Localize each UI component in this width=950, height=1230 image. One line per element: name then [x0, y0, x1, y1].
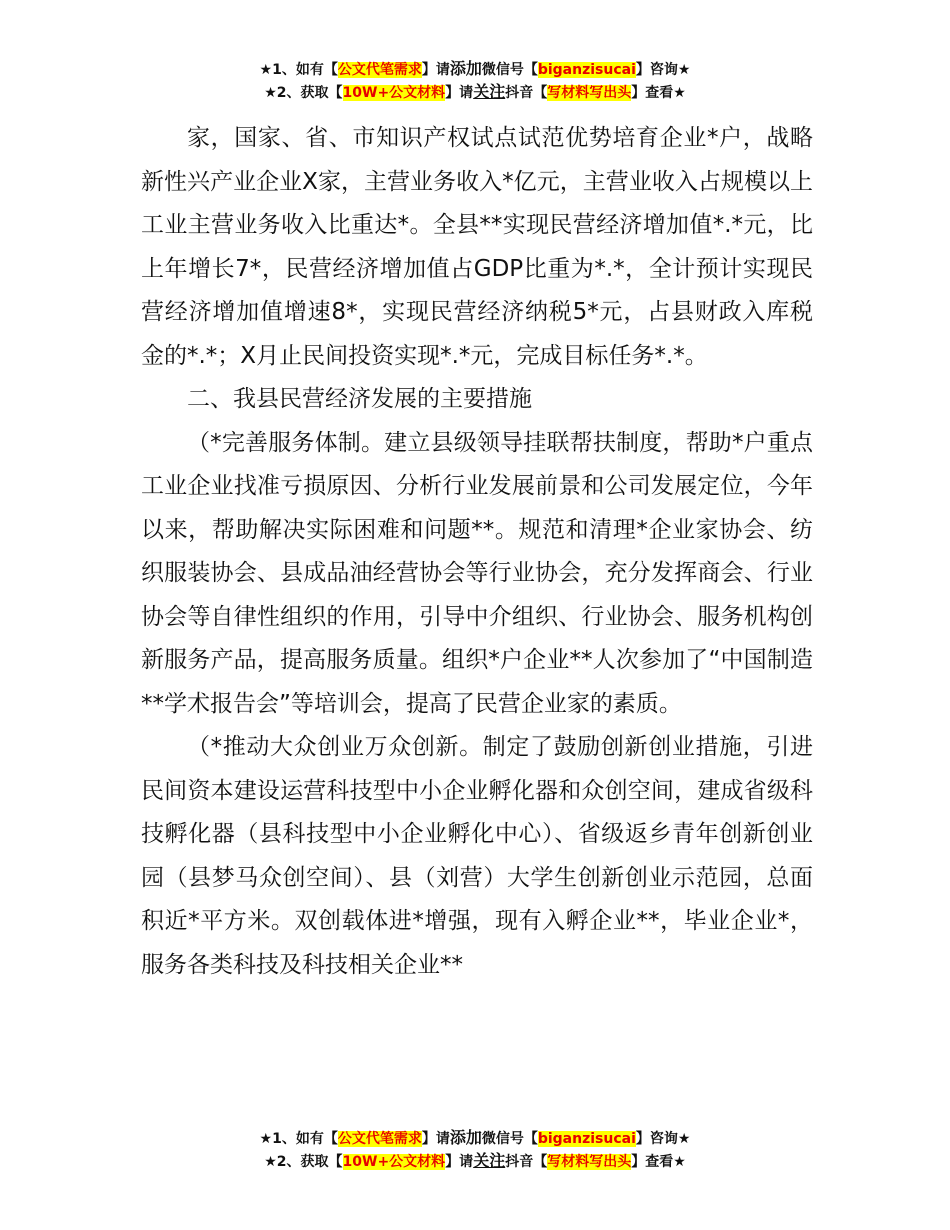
- banner-text: 抖音【: [505, 85, 548, 101]
- banner-highlight: 写材料写出头: [547, 85, 632, 101]
- banner-line-1: [0, 1127, 950, 1150]
- banner-highlight: 10W+公文材料: [342, 85, 446, 101]
- paragraph: （*推动大众创业万众创新。制定了鼓励创新创业措施，引进民间资本建设运营科技型中小企业孵化器和众创空间，建成省级科技孵化器（县科技型中小企业孵化中心）、省级返乡青年创新创业园（县梦马众创空间）、县（刘营）大学生创新创业示范园，总面积近*平方米。双创载体进*增强，现有入孵企业**，毕业企业*，服务各类科技及科技相关企业**: [141, 734, 813, 978]
- banner-text: 微信号【: [481, 1131, 538, 1147]
- banner-emphasis: 关注: [473, 82, 506, 101]
- banner-text: 】请: [445, 1154, 474, 1170]
- banner-emphasis: 关注: [473, 1151, 506, 1170]
- banner-line-2: [0, 1150, 950, 1173]
- banner-text: ★2、获取【: [264, 85, 343, 101]
- banner-text: 抖音【: [505, 1154, 548, 1170]
- banner-highlight: 10W+公文材料: [342, 1154, 446, 1170]
- banner-text: ★2、获取【: [264, 1154, 343, 1170]
- banner-highlight: 写材料写出头: [547, 1154, 632, 1170]
- banner-emphasis: 添加: [449, 59, 482, 78]
- banner-text: 微信号【: [481, 62, 538, 78]
- section-heading: 二、我县民营经济发展的主要措施: [187, 386, 532, 412]
- banner-highlight: biganzisucai: [537, 62, 636, 78]
- banner-text: 】查看★: [631, 85, 686, 101]
- banner-text: 】请: [421, 62, 450, 78]
- paragraph: （*完善服务体制。建立县级领导挂联帮扶制度，帮助*户重点工业企业找准亏损原因、分析行业发展前景和公司发展定位，今年以来，帮助解决实际困难和问题**。规范和清理*企业家协会、纺织服装协会、县成品油经营协会等行业协会，充分发挥商会、行业协会等自律性组织的作用，引导中介组织、行业协会、服务机构创新服务产品，提高服务质量。组织*户企业**人次参加了“中国制造**学术报告会”等培训会，提高了民营企业家的素质。: [141, 429, 813, 717]
- banner-text: ★1、如有【: [259, 1131, 338, 1147]
- banner-highlight: biganzisucai: [537, 1131, 636, 1147]
- banner-text: 】查看★: [631, 1154, 686, 1170]
- paragraph: 家，国家、省、市知识产权试点试范优势培育企业*户，战略新性兴产业企业X家，主营业务收入*亿元，主营业收入占规模以上工业主营业务收入比重达*。全县**实现民营经济增加值*.*元，比上年增长7*，民营经济增加值占GDP比重为*.*，全计预计实现民营经济增加值增速8*，实现民营经济纳税5*元，占县财政入库税金的*.*；X月止民间投资实现*.*元，完成目标任务*.*。: [141, 125, 813, 369]
- banner-emphasis: 添加: [449, 1128, 482, 1147]
- banner-text: ★1、如有【: [259, 62, 338, 78]
- banner-highlight: 公文代笔需求: [337, 1131, 422, 1147]
- banner-text: 】咨询★: [635, 1131, 691, 1147]
- banner-text: 】请: [421, 1131, 450, 1147]
- footer-banner: [0, 1127, 950, 1173]
- banner-text: 】咨询★: [635, 62, 691, 78]
- banner-line-2: [0, 81, 950, 104]
- banner-line-1: [0, 58, 950, 81]
- banner-highlight: 公文代笔需求: [337, 62, 422, 78]
- document-body: [141, 117, 813, 987]
- header-banner: [0, 58, 950, 104]
- banner-text: 】请: [445, 85, 474, 101]
